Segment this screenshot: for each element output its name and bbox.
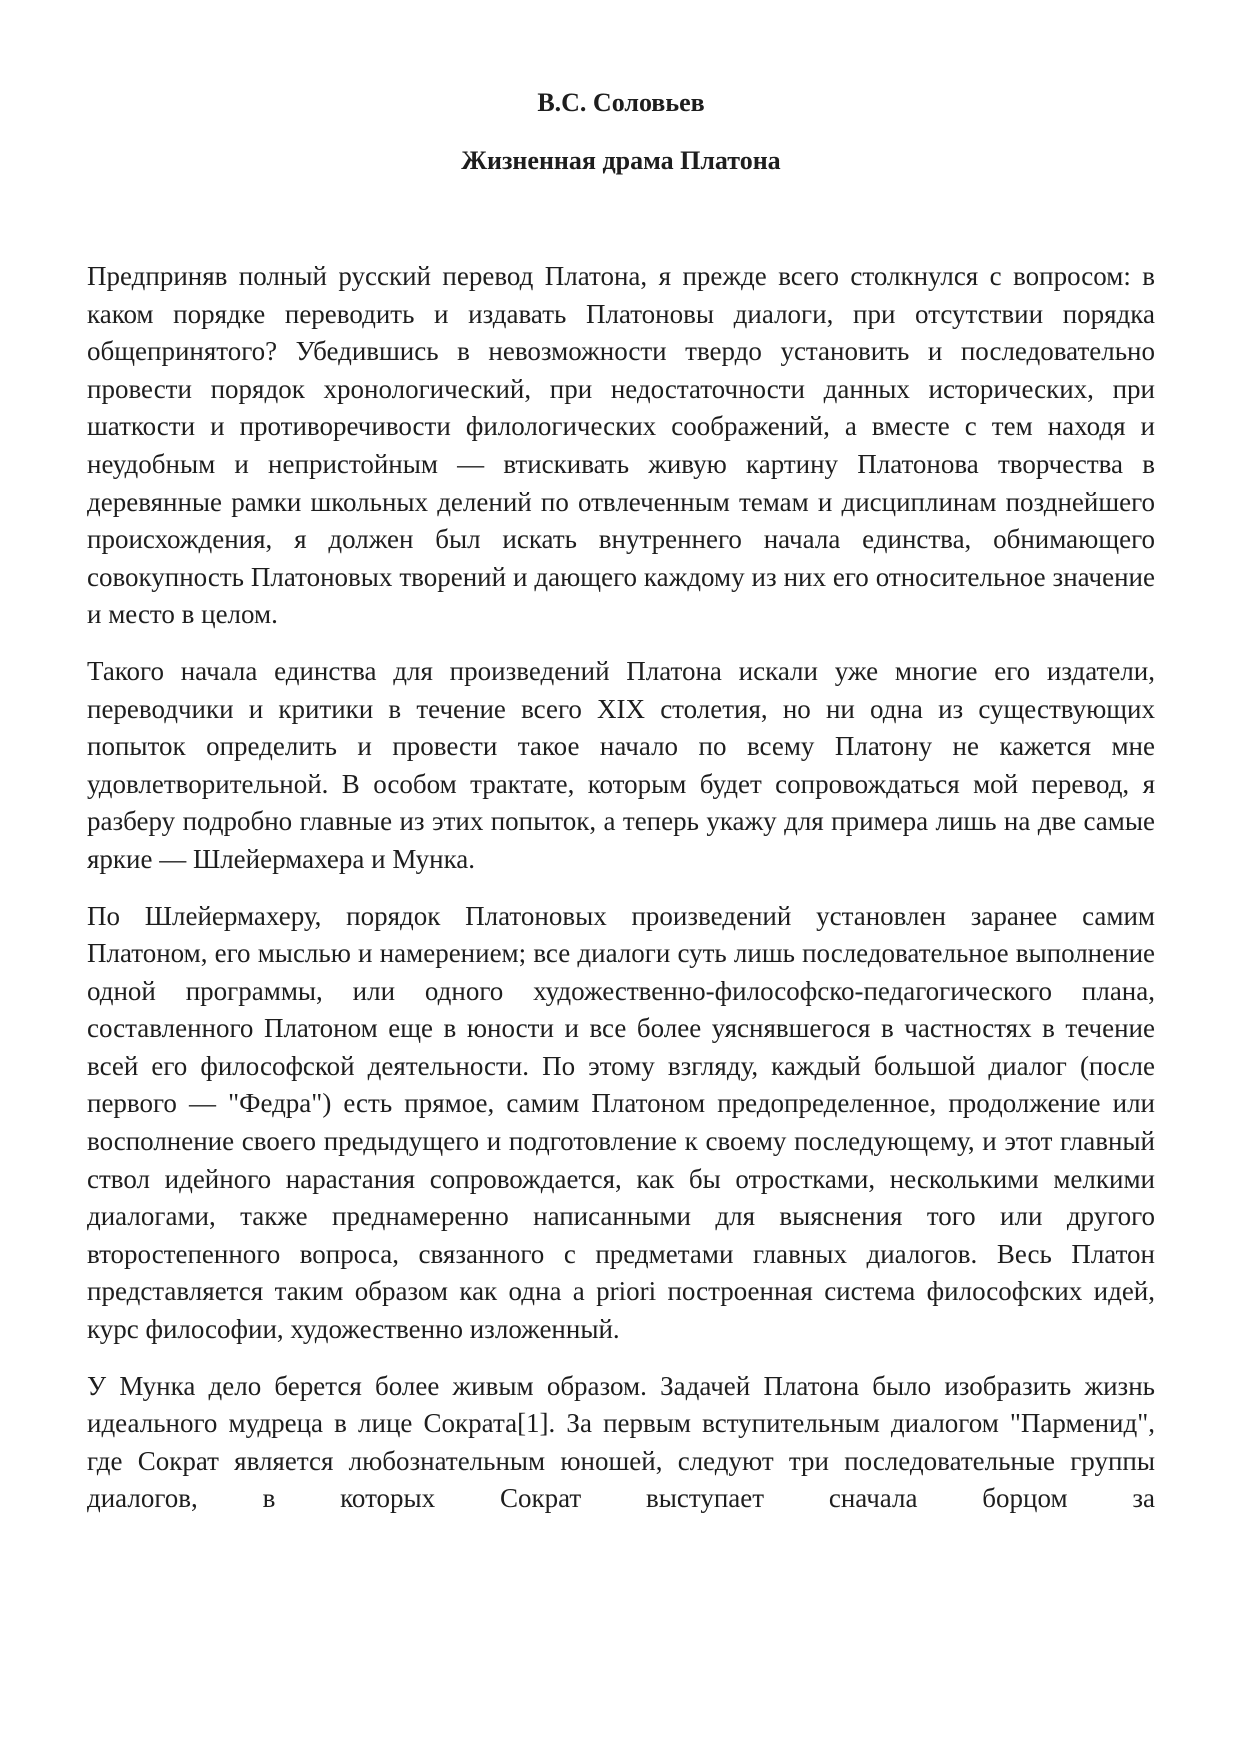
- document-title: Жизненная драма Платона: [461, 146, 781, 175]
- paragraph-4: У Мунка дело берется более живым образом. Задачей Платона было изобразить жизнь идеального мудреца в лице Сократа[1]. За первым вступительным диалогом "Парменид", где Сократ является любознательным юношей, следуют три последовательные группы диалогов, в которых Сократ выступает сначала борцом за: [87, 1370, 1155, 1514]
- paragraph-3: По Шлейермахеру, порядок Платоновых произведений установлен заранее самим Платоном, его мыслью и намерением; все диалоги суть лишь последовательное выполнение одной программы, или одного художественно-философско-педагогического плана, составленного Платоном еще в юности и все более уяснявшегося в частностях в течение всей его философской деятельности. По этому взгляду, каждый большой диалог (после первого — "Федра") есть прямое, самим Платоном предопределенное, продолжение или восполнение своего предыдущего и подготовление к своему последующему, и этот главный ствол идейного нарастания сопровождается, как бы отростками, несколькими мелкими диалогами, также преднамеренно написанными для выяснения того или другого второстепенного вопроса, связанного с предметами главных диалогов. Весь Платон представляется таким образом как одна a priori построенная система философских идей, курс философии, художественно изложенный.: [87, 900, 1155, 1345]
- paragraph-2: Такого начала единства для произведений Платона искали уже многие его издатели, переводчики и критики в течение всего XIX столетия, но ни одна из существующих попыток определить и провести такое начало по всему Платону не кажется мне удовлетворительной. В особом трактате, которым будет сопровождаться мой перевод, я разберу подробно главные из этих попыток, а теперь укажу для примера лишь на две самые яркие — Шлейермахера и Мунка.: [87, 655, 1155, 874]
- paragraph-1: Предприняв полный русский перевод Платона, я прежде всего столкнулся с вопросом: в каком порядке переводить и издавать Платоновы диалоги, при отсутствии порядка общепринятого? Убедившись в невозможности твердо установить и последовательно провести порядок хронологический, при недостаточности данных исторических, при шаткости и противоречивости филологических соображений, а вместе с тем находя и неудобным и непристойным — втискивать живую картину Платонова творчества в деревянные рамки школьных делений по отвлеченным темам и дисциплинам позднейшего происхождения, я должен был искать внутреннего начала единства, обнимающего совокупность Платоновых творений и дающего каждому из них его относительное значение и место в целом.: [87, 261, 1155, 630]
- body-text: [87, 258, 1155, 1537]
- author-name: В.С. Соловьев: [537, 88, 705, 117]
